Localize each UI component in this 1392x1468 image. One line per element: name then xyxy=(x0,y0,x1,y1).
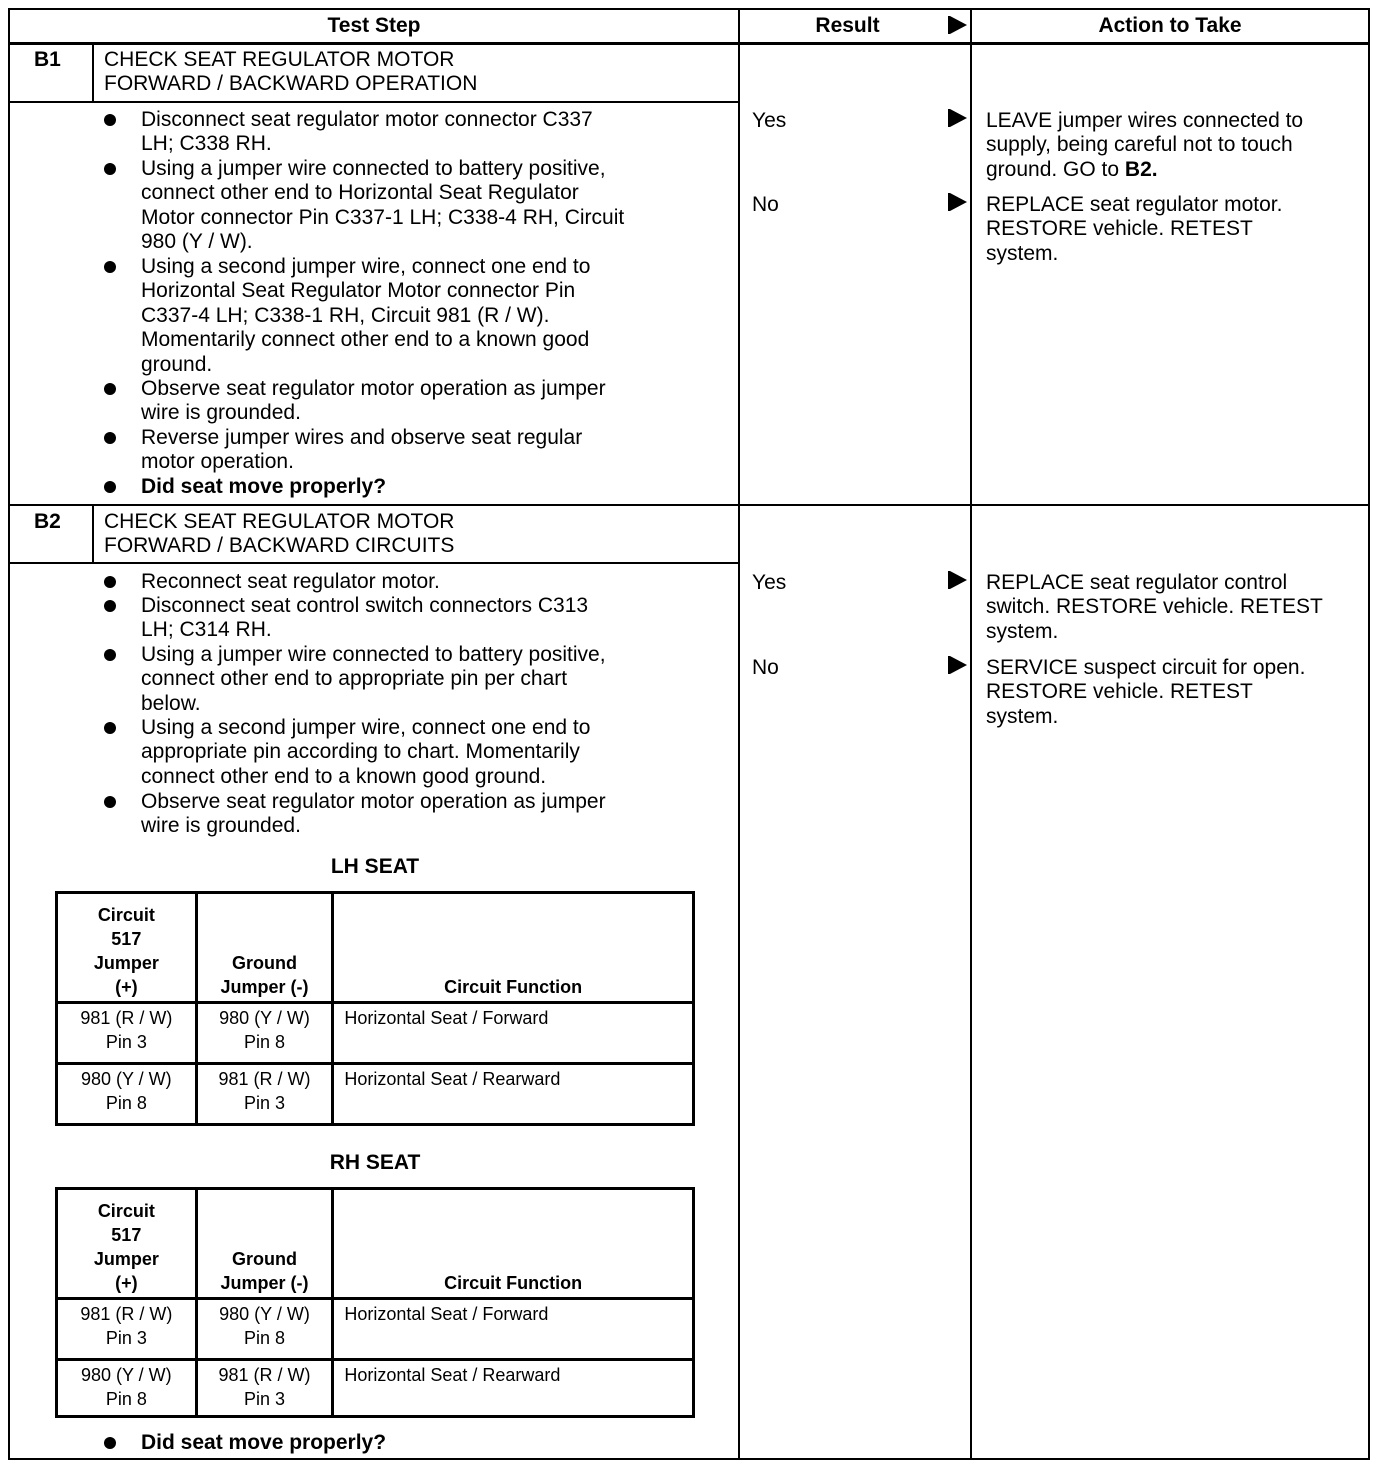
step-b2-result-yes: Yes xyxy=(752,571,787,594)
step-b2-result-no: No xyxy=(752,656,779,679)
action-text: REPLACE seat regulator control switch. RESTORE vehicle. RETEST system. xyxy=(986,571,1323,643)
step-b2-id-divider xyxy=(92,506,94,564)
step-b1-result-no: No xyxy=(752,193,779,216)
lh-seat-caption: LH SEAT xyxy=(330,855,420,878)
lh-r2-c3: Horizontal Seat / Rearward xyxy=(333,1064,694,1125)
step-b1-result-yes: Yes xyxy=(752,109,787,132)
step-b2-title-line1: CHECK SEAT REGULATOR MOTOR xyxy=(104,510,455,533)
rh-r1-c2: 980 (Y / W) Pin 8 xyxy=(196,1299,333,1360)
lh-r2-c2: 981 (R / W) Pin 3 xyxy=(196,1064,333,1125)
step-b1-id-divider xyxy=(92,45,94,103)
step-b1-bullet-1: Disconnect seat regulator motor connector C337 LH; C338 RH. xyxy=(141,108,593,156)
rh-seat-table xyxy=(55,1187,695,1418)
bullet-icon xyxy=(104,796,116,808)
bullet-icon xyxy=(104,481,116,493)
bullet-icon xyxy=(104,600,116,612)
step-b1-title-line2: FORWARD / BACKWARD OPERATION xyxy=(104,72,478,95)
table-row xyxy=(57,1064,694,1125)
rh-r1-c1: 981 (R / W) Pin 3 xyxy=(57,1299,197,1360)
rh-col-circuit-function: Circuit Function xyxy=(333,1189,694,1299)
rh-r2-c1: 980 (Y / W) Pin 8 xyxy=(57,1360,197,1417)
step-b2-bullet-3: Using a jumper wire connected to battery positive, connect other end to appropriate pin per chart below. xyxy=(141,643,606,715)
step-b2-title-line2: FORWARD / BACKWARD CIRCUITS xyxy=(104,534,455,557)
lh-r1-c2: 980 (Y / W) Pin 8 xyxy=(196,1003,333,1064)
step-b1-action-yes xyxy=(986,109,1303,182)
lh-r1-c3: Horizontal Seat / Forward xyxy=(333,1003,694,1064)
header-test-step: Test Step xyxy=(327,14,421,37)
action-step-ref: B2 xyxy=(1124,157,1152,181)
rh-r2-c2: 981 (R / W) Pin 3 xyxy=(196,1360,333,1417)
step-b1-bullet-6: Did seat move properly? xyxy=(141,475,387,498)
rh-r2-c3: Horizontal Seat / Rearward xyxy=(333,1360,694,1417)
arrow-icon xyxy=(950,109,967,127)
step-b2-bullet-1: Reconnect seat regulator motor. xyxy=(141,570,440,593)
action-text: REPLACE seat regulator motor. RESTORE vehicle. RETEST system. xyxy=(986,193,1283,265)
table-row xyxy=(57,1360,694,1417)
step-b2-bullet-6: Did seat move properly? xyxy=(141,1431,387,1454)
frame-top xyxy=(8,8,1370,10)
arrow-icon xyxy=(950,656,967,674)
lh-seat-table xyxy=(55,891,695,1126)
action-text: SERVICE suspect circuit for open. RESTORE vehicle. RETEST system. xyxy=(986,656,1306,728)
table-row xyxy=(57,1003,694,1064)
rh-r1-c3: Horizontal Seat / Forward xyxy=(333,1299,694,1360)
lh-col-ground-jumper: Ground Jumper (-) xyxy=(196,893,333,1003)
step-b1-action-no xyxy=(986,193,1282,266)
bullet-icon xyxy=(104,649,116,661)
header-result: Result xyxy=(815,14,880,37)
arrow-icon xyxy=(950,193,967,211)
bullet-icon xyxy=(104,163,116,175)
frame-bottom xyxy=(8,1458,1370,1460)
action-column-divider xyxy=(970,8,972,1460)
header-arrow-icon xyxy=(950,16,967,34)
step-b2-action-no xyxy=(986,656,1305,729)
rh-col-circuit-jumper: Circuit 517 Jumper (+) xyxy=(57,1189,197,1299)
rh-seat-caption: RH SEAT xyxy=(329,1151,421,1174)
step-b2-id: B2 xyxy=(34,510,61,533)
step-b1-bullet-5: Reverse jumper wires and observe seat regular motor operation. xyxy=(141,426,583,474)
lh-r1-c1: 981 (R / W) Pin 3 xyxy=(57,1003,197,1064)
step-b2-bullet-4: Using a second jumper wire, connect one end to appropriate pin according to chart. Momentarily connect other end to a known good ground. xyxy=(141,716,591,788)
step-b1-bottom-rule xyxy=(8,504,1370,506)
bullet-icon xyxy=(104,383,116,395)
lh-col-circuit-function: Circuit Function xyxy=(333,893,694,1003)
bullet-icon xyxy=(104,432,116,444)
action-text-end: . xyxy=(1151,157,1158,181)
step-b1-bullet-4: Observe seat regulator motor operation as jumper wire is grounded. xyxy=(141,377,606,425)
header-bottom-rule xyxy=(8,42,1370,45)
lh-r2-c1: 980 (Y / W) Pin 8 xyxy=(57,1064,197,1125)
bullet-icon xyxy=(104,576,116,588)
action-text: LEAVE jumper wires connected to supply, being careful not to touch ground. GO to xyxy=(986,109,1304,181)
rh-col-ground-jumper: Ground Jumper (-) xyxy=(196,1189,333,1299)
step-b2-action-yes xyxy=(986,571,1323,644)
arrow-icon xyxy=(950,571,967,589)
frame-right xyxy=(1368,8,1370,1460)
step-b1-title-rule xyxy=(8,101,738,103)
bullet-icon xyxy=(104,261,116,273)
result-column-divider xyxy=(738,8,740,1460)
step-b1-title-line1: CHECK SEAT REGULATOR MOTOR xyxy=(104,48,455,71)
frame-left xyxy=(8,8,10,1460)
table-row xyxy=(57,1299,694,1360)
step-b1-id: B1 xyxy=(34,48,61,71)
step-b2-bullet-2: Disconnect seat control switch connectors C313 LH; C314 RH. xyxy=(141,594,589,642)
lh-col-circuit-jumper: Circuit 517 Jumper (+) xyxy=(57,893,197,1003)
bullet-icon xyxy=(104,1437,116,1449)
step-b2-bullet-5: Observe seat regulator motor operation as jumper wire is grounded. xyxy=(141,790,606,838)
bullet-icon xyxy=(104,114,116,126)
step-b2-title-rule xyxy=(8,562,738,564)
header-action: Action to Take xyxy=(1098,14,1242,37)
step-b1-bullet-3: Using a second jumper wire, connect one end to Horizontal Seat Regulator Motor connector Pin C337-4 LH; C338-1 RH, Circuit 981 (R / W). Momentarily connect other end to a known good ground. xyxy=(141,255,591,376)
step-b1-bullet-2: Using a jumper wire connected to battery positive, connect other end to Horizontal Seat Regulator Motor connector Pin C337-1 LH; C338-4 RH, Circuit 980 (Y / W). xyxy=(141,157,625,254)
bullet-icon xyxy=(104,722,116,734)
